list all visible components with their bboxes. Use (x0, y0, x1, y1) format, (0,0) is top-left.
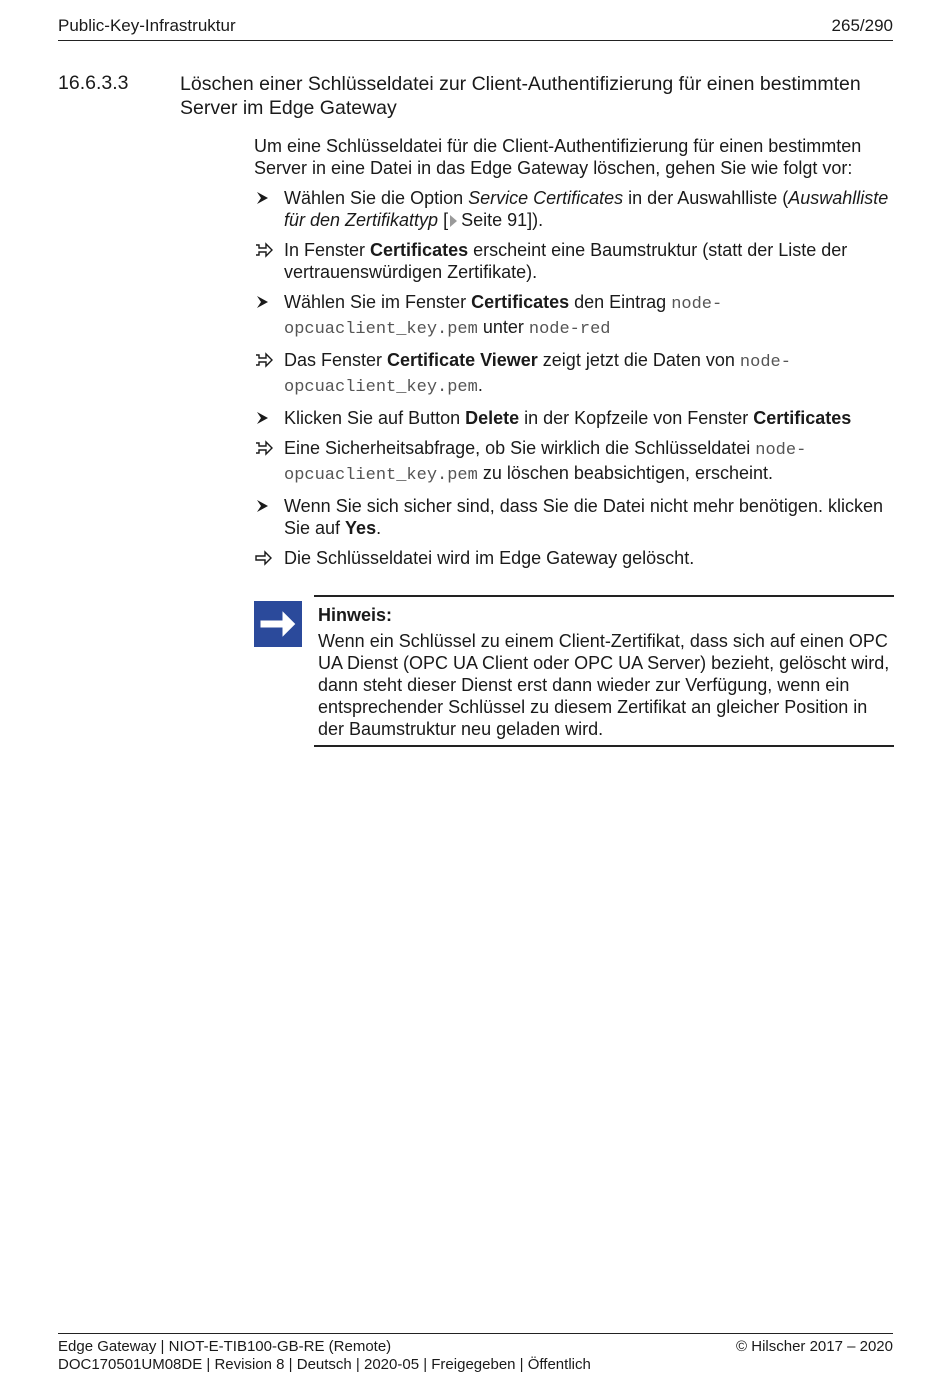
step-text: Eine Sicherheitsabfrage, ob Sie wirklich die Schlüsseldatei (284, 438, 756, 458)
note-arrow-icon (254, 601, 302, 647)
result-step (254, 239, 894, 283)
page-footer (58, 1333, 893, 1374)
action-step (254, 187, 894, 231)
arrowhead-bullet-icon (254, 291, 276, 313)
section-number: 16.6.3.3 (58, 72, 129, 94)
step-text: in der Kopfzeile von Fenster (519, 408, 754, 428)
result-step (254, 349, 894, 399)
option-name: Service Certificates (468, 188, 624, 208)
action-step (254, 407, 894, 429)
window-name: Certificates (753, 408, 852, 428)
final-result-step (254, 547, 894, 569)
result-arrow-icon (254, 239, 276, 261)
note-box (254, 595, 894, 747)
step-text: Klicken Sie auf Button (284, 408, 466, 428)
action-step (254, 291, 894, 341)
procedure-content (254, 135, 894, 577)
note-text: Wenn ein Schlüssel zu einem Client-Zertifikat, dass sich auf einen OPC UA Dienst (OPC UA Client oder OPC UA Server) bezieht, gelöscht wird, dann steht dieser Dienst erst dann wieder zur Verfügung, wenn ein entsprechender Schlüssel zu diesem Zertifikat an gleicher Position in der Baumstruktur neu geladen wird. (318, 631, 890, 739)
header-chapter-title: Public-Key-Infrastruktur (58, 16, 236, 35)
step-text: Die Schlüsseldatei wird im Edge Gateway gelöscht. (284, 548, 695, 568)
button-name: Delete (465, 408, 520, 428)
result-arrow-icon (254, 437, 276, 459)
result-step (254, 437, 894, 487)
step-text: . (376, 518, 382, 538)
step-text: In Fenster (284, 240, 371, 260)
folder-name: node-red (528, 320, 611, 339)
file-name: node-opcuaclient_key.pem (284, 295, 723, 339)
footer-product-line: Edge Gateway | NIOT-E-TIB100-GB-RE (Remote) (58, 1338, 392, 1355)
window-name: Certificates (370, 240, 469, 260)
note-body (314, 595, 894, 747)
action-step (254, 495, 894, 539)
step-text: Wählen Sie die Option (284, 188, 469, 208)
arrowhead-bullet-icon (254, 407, 276, 429)
file-name: node-opcuaclient_key.pem (284, 441, 807, 485)
result-arrow-icon (254, 349, 276, 371)
step-text: Das Fenster (284, 350, 388, 370)
step-text: Wählen Sie im Fenster (284, 292, 472, 312)
footer-document-line: DOC170501UM08DE | Revision 8 | Deutsch | 2020-05 | Freigegeben | Öffentlich (58, 1356, 591, 1373)
window-name: Certificate Viewer (387, 350, 538, 370)
arrowhead-bullet-icon (254, 495, 276, 517)
intro-paragraph: Um eine Schlüsseldatei für die Client-Authentifizierung für einen bestimmten Server in eine Datei in das Edge Gateway löschen, gehen Sie wie folgt vor: (254, 136, 862, 178)
arrowhead-bullet-icon (254, 187, 276, 209)
step-text: Wenn Sie sich sicher sind, dass Sie die Datei nicht mehr benötigen. klicken Sie auf (284, 496, 883, 538)
final-result-arrow-icon (254, 547, 276, 569)
step-text: zu löschen beabsichtigen, erscheint. (477, 463, 774, 483)
step-text: in der Auswahlliste ( (623, 188, 789, 208)
step-text: zeigt jetzt die Daten von (537, 350, 740, 370)
file-name: node-opcuaclient_key.pem (284, 353, 791, 397)
note-title: Hinweis: (318, 605, 393, 625)
step-text: . (477, 375, 483, 395)
button-name: Yes (345, 518, 377, 538)
window-name: Certificates (471, 292, 570, 312)
page-header (58, 14, 893, 41)
step-text: den Eintrag (569, 292, 672, 312)
page-reference-link[interactable]: Seite 91]). (461, 210, 544, 230)
cross-reference-triangle-icon[interactable] (450, 215, 457, 227)
cross-reference-link[interactable]: Auswahlliste für den Zertifikattyp (284, 188, 889, 230)
header-page-number: 265/290 (831, 16, 893, 35)
step-text: erscheint eine Baumstruktur (statt der Liste der vertrauenswürdigen Zertifikate). (284, 240, 848, 282)
section-title: Löschen einer Schlüsseldatei zur Client-Authentifizierung für einen bestimmten Server im Edge Gateway (180, 73, 861, 119)
step-text: unter (477, 317, 529, 337)
footer-copyright: © Hilscher 2017 – 2020 (736, 1338, 893, 1355)
step-text: [ (438, 210, 449, 230)
